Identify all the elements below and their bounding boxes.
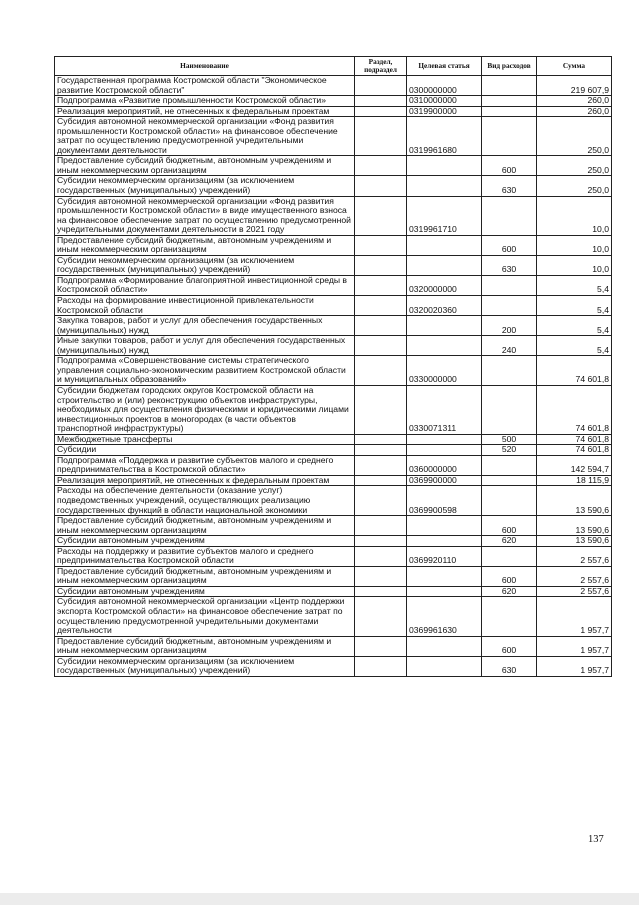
cell-expense-type [482, 106, 537, 117]
cell-expense-type: 500 [482, 434, 537, 445]
cell-target [407, 235, 482, 255]
cell-sum: 5,4 [537, 336, 612, 356]
cell-name: Предоставление субсидий бюджетным, автономным учреждениям и иным некоммерческим организациям [55, 566, 355, 586]
cell-sum: 13 590,6 [537, 486, 612, 516]
cell-target: 0360000000 [407, 455, 482, 475]
cell-name: Субсидии некоммерческим организациям (за исключением государственных (муниципальных) учреждений) [55, 176, 355, 196]
cell-name: Подпрограмма «Формирование благоприятной инвестиционной среды в Костромской области» [55, 275, 355, 295]
cell-section [355, 536, 407, 547]
table-row [55, 597, 612, 636]
cell-section [355, 336, 407, 356]
cell-sum: 2 557,6 [537, 546, 612, 566]
cell-name: Закупка товаров, работ и услуг для обеспечения государственных (муниципальных) нужд [55, 316, 355, 336]
cell-name: Расходы на обеспечение деятельности (оказание услуг) подведомственных учреждений, осуществляющих реализацию государственных функций в области национальной экономики [55, 486, 355, 516]
cell-name: Предоставление субсидий бюджетным, автономным учреждениям и иным некоммерческим организациям [55, 156, 355, 176]
table-row [55, 455, 612, 475]
cell-section [355, 546, 407, 566]
cell-target [407, 336, 482, 356]
cell-expense-type [482, 597, 537, 636]
cell-section [355, 235, 407, 255]
table-row [55, 636, 612, 656]
cell-section [355, 455, 407, 475]
cell-sum: 250,0 [537, 117, 612, 156]
table-row [55, 106, 612, 117]
cell-section [355, 597, 407, 636]
table-header-row [55, 57, 612, 76]
cell-section [355, 656, 407, 676]
cell-expense-type [482, 356, 537, 386]
cell-target: 0319961710 [407, 196, 482, 235]
cell-target: 0369920110 [407, 546, 482, 566]
cell-section [355, 566, 407, 586]
cell-name: Субсидии автономным учреждениям [55, 536, 355, 547]
cell-section [355, 385, 407, 434]
cell-target: 0319900000 [407, 106, 482, 117]
cell-expense-type [482, 76, 537, 96]
cell-target [407, 156, 482, 176]
cell-expense-type [482, 475, 537, 486]
cell-name: Иные закупки товаров, работ и услуг для обеспечения государственных (муниципальных) нужд [55, 336, 355, 356]
cell-section [355, 316, 407, 336]
cell-expense-type: 620 [482, 586, 537, 597]
table-row [55, 76, 612, 96]
cell-sum: 1 957,7 [537, 597, 612, 636]
cell-sum: 10,0 [537, 196, 612, 235]
cell-name: Субсидия автономной некоммерческой организации «Фонд развития промышленности Костромской области» на финансовое обеспечение затрат по осуществлению предусмотренной учредительными документами деятельности [55, 117, 355, 156]
cell-target: 0330071311 [407, 385, 482, 434]
cell-expense-type [482, 275, 537, 295]
cell-target: 0369900000 [407, 475, 482, 486]
cell-sum: 13 590,6 [537, 536, 612, 547]
table-row [55, 336, 612, 356]
cell-expense-type: 200 [482, 316, 537, 336]
table-row [55, 445, 612, 456]
cell-name: Расходы на поддержку и развитие субъектов малого и среднего предпринимательства Костромской области [55, 546, 355, 566]
cell-name: Субсидия автономной некоммерческой организации «Фонд развития промышленности Костромской области» в виде имущественного взноса на финансовое обеспечение затрат по осуществлению предусмотренной учредительными документами деятельности в 2021 году [55, 196, 355, 235]
cell-target [407, 536, 482, 547]
table-row [55, 255, 612, 275]
table-row [55, 475, 612, 486]
cell-section [355, 176, 407, 196]
cell-target [407, 316, 482, 336]
cell-sum: 260,0 [537, 96, 612, 107]
cell-sum: 2 557,6 [537, 566, 612, 586]
table-row [55, 546, 612, 566]
cell-name: Государственная программа Костромской области "Экономическое развитие Костромской области" [55, 76, 355, 96]
cell-section [355, 486, 407, 516]
cell-section [355, 96, 407, 107]
cell-expense-type: 520 [482, 445, 537, 456]
cell-sum: 13 590,6 [537, 516, 612, 536]
cell-sum: 18 115,9 [537, 475, 612, 486]
cell-expense-type [482, 546, 537, 566]
cell-expense-type [482, 196, 537, 235]
cell-target [407, 445, 482, 456]
table-row [55, 656, 612, 676]
table-row [55, 536, 612, 547]
cell-expense-type: 600 [482, 235, 537, 255]
cell-expense-type: 620 [482, 536, 537, 547]
cell-expense-type: 600 [482, 156, 537, 176]
cell-section [355, 356, 407, 386]
table-row [55, 196, 612, 235]
cell-expense-type: 630 [482, 255, 537, 275]
cell-section [355, 76, 407, 96]
cell-sum: 142 594,7 [537, 455, 612, 475]
page-number: 137 [588, 834, 604, 845]
cell-sum: 1 957,7 [537, 656, 612, 676]
cell-name: Подпрограмма «Поддержка и развитие субъектов малого и среднего предпринимательства в Костромской области» [55, 455, 355, 475]
cell-section [355, 196, 407, 235]
cell-target [407, 176, 482, 196]
cell-expense-type: 600 [482, 516, 537, 536]
cell-name: Субсидии некоммерческим организациям (за исключением государственных (муниципальных) учреждений) [55, 255, 355, 275]
cell-sum: 219 607,9 [537, 76, 612, 96]
cell-name: Предоставление субсидий бюджетным, автономным учреждениям и иным некоммерческим организациям [55, 636, 355, 656]
cell-expense-type [482, 486, 537, 516]
cell-sum: 74 601,8 [537, 356, 612, 386]
cell-expense-type: 630 [482, 176, 537, 196]
cell-sum: 74 601,8 [537, 385, 612, 434]
cell-section [355, 636, 407, 656]
cell-expense-type: 600 [482, 636, 537, 656]
cell-target: 0310000000 [407, 96, 482, 107]
cell-sum: 74 601,8 [537, 445, 612, 456]
cell-section [355, 275, 407, 295]
cell-sum: 250,0 [537, 156, 612, 176]
cell-expense-type [482, 296, 537, 316]
cell-section [355, 445, 407, 456]
cell-name: Межбюджетные трансферты [55, 434, 355, 445]
header-target: Целевая статья [407, 57, 482, 76]
cell-sum: 5,4 [537, 316, 612, 336]
cell-target: 0300000000 [407, 76, 482, 96]
cell-sum: 5,4 [537, 275, 612, 295]
cell-section [355, 516, 407, 536]
cell-target: 0320020360 [407, 296, 482, 316]
cell-target [407, 586, 482, 597]
cell-expense-type [482, 96, 537, 107]
cell-name: Реализация мероприятий, не отнесенных к федеральным проектам [55, 106, 355, 117]
table-row [55, 275, 612, 295]
cell-sum: 250,0 [537, 176, 612, 196]
cell-target: 0369900598 [407, 486, 482, 516]
cell-name: Субсидии [55, 445, 355, 456]
table-row [55, 96, 612, 107]
table-row [55, 117, 612, 156]
cell-target [407, 434, 482, 445]
table-row [55, 516, 612, 536]
cell-section [355, 475, 407, 486]
cell-name: Субсидии бюджетам городских округов Костромской области на строительство и (или) реконструкцию объектов инфраструктуры, необходимых для осуществления физическими и юридическими лицами инвестиционных проектов в моногородах (в части объектов транспортной инфраструктуры) [55, 385, 355, 434]
cell-target: 0320000000 [407, 275, 482, 295]
cell-expense-type: 600 [482, 566, 537, 586]
cell-section [355, 434, 407, 445]
table-row [55, 586, 612, 597]
header-sum: Сумма [537, 57, 612, 76]
table-row [55, 176, 612, 196]
header-expense-type: Вид расходов [482, 57, 537, 76]
cell-section [355, 156, 407, 176]
cell-expense-type [482, 385, 537, 434]
cell-target [407, 255, 482, 275]
cell-target: 0319961680 [407, 117, 482, 156]
cell-expense-type [482, 117, 537, 156]
cell-target [407, 636, 482, 656]
cell-sum: 5,4 [537, 296, 612, 316]
table-row [55, 434, 612, 445]
cell-name: Субсидия автономной некоммерческой организации «Центр поддержки экспорта Костромской области» на финансовое обеспечение затрат по осуществлению предусмотренной учредительными документами деятельности [55, 597, 355, 636]
table-row [55, 385, 612, 434]
cell-section [355, 255, 407, 275]
bottom-edge [0, 893, 639, 905]
cell-sum: 1 957,7 [537, 636, 612, 656]
cell-section [355, 296, 407, 316]
cell-sum: 10,0 [537, 235, 612, 255]
cell-target [407, 566, 482, 586]
cell-target: 0369961630 [407, 597, 482, 636]
cell-name: Предоставление субсидий бюджетным, автономным учреждениям и иным некоммерческим организациям [55, 516, 355, 536]
table-body [55, 76, 612, 677]
table-row [55, 316, 612, 336]
cell-name: Реализация мероприятий, не отнесенных к федеральным проектам [55, 475, 355, 486]
cell-sum: 2 557,6 [537, 586, 612, 597]
cell-name: Предоставление субсидий бюджетным, автономным учреждениям и иным некоммерческим организациям [55, 235, 355, 255]
cell-name: Подпрограмма «Совершенствование системы стратегического управления социально-экономическим развитием Костромской области и муниципальных образований» [55, 356, 355, 386]
cell-name: Подпрограмма «Развитие промышленности Костромской области» [55, 96, 355, 107]
budget-table [54, 56, 612, 677]
cell-name: Субсидии автономным учреждениям [55, 586, 355, 597]
budget-table-page [54, 56, 611, 677]
cell-section [355, 106, 407, 117]
header-section: Раздел, подраздел [355, 57, 407, 76]
table-row [55, 486, 612, 516]
cell-section [355, 117, 407, 156]
cell-expense-type [482, 455, 537, 475]
header-name: Наименование [55, 57, 355, 76]
cell-expense-type: 630 [482, 656, 537, 676]
cell-expense-type: 240 [482, 336, 537, 356]
table-row [55, 566, 612, 586]
table-row [55, 296, 612, 316]
table-row [55, 235, 612, 255]
table-row [55, 156, 612, 176]
cell-sum: 74 601,8 [537, 434, 612, 445]
cell-sum: 10,0 [537, 255, 612, 275]
table-row [55, 356, 612, 386]
cell-name: Расходы на формирование инвестиционной привлекательности Костромской области [55, 296, 355, 316]
cell-section [355, 586, 407, 597]
cell-name: Субсидии некоммерческим организациям (за исключением государственных (муниципальных) учреждений) [55, 656, 355, 676]
cell-target: 0330000000 [407, 356, 482, 386]
cell-sum: 260,0 [537, 106, 612, 117]
cell-target [407, 516, 482, 536]
cell-target [407, 656, 482, 676]
